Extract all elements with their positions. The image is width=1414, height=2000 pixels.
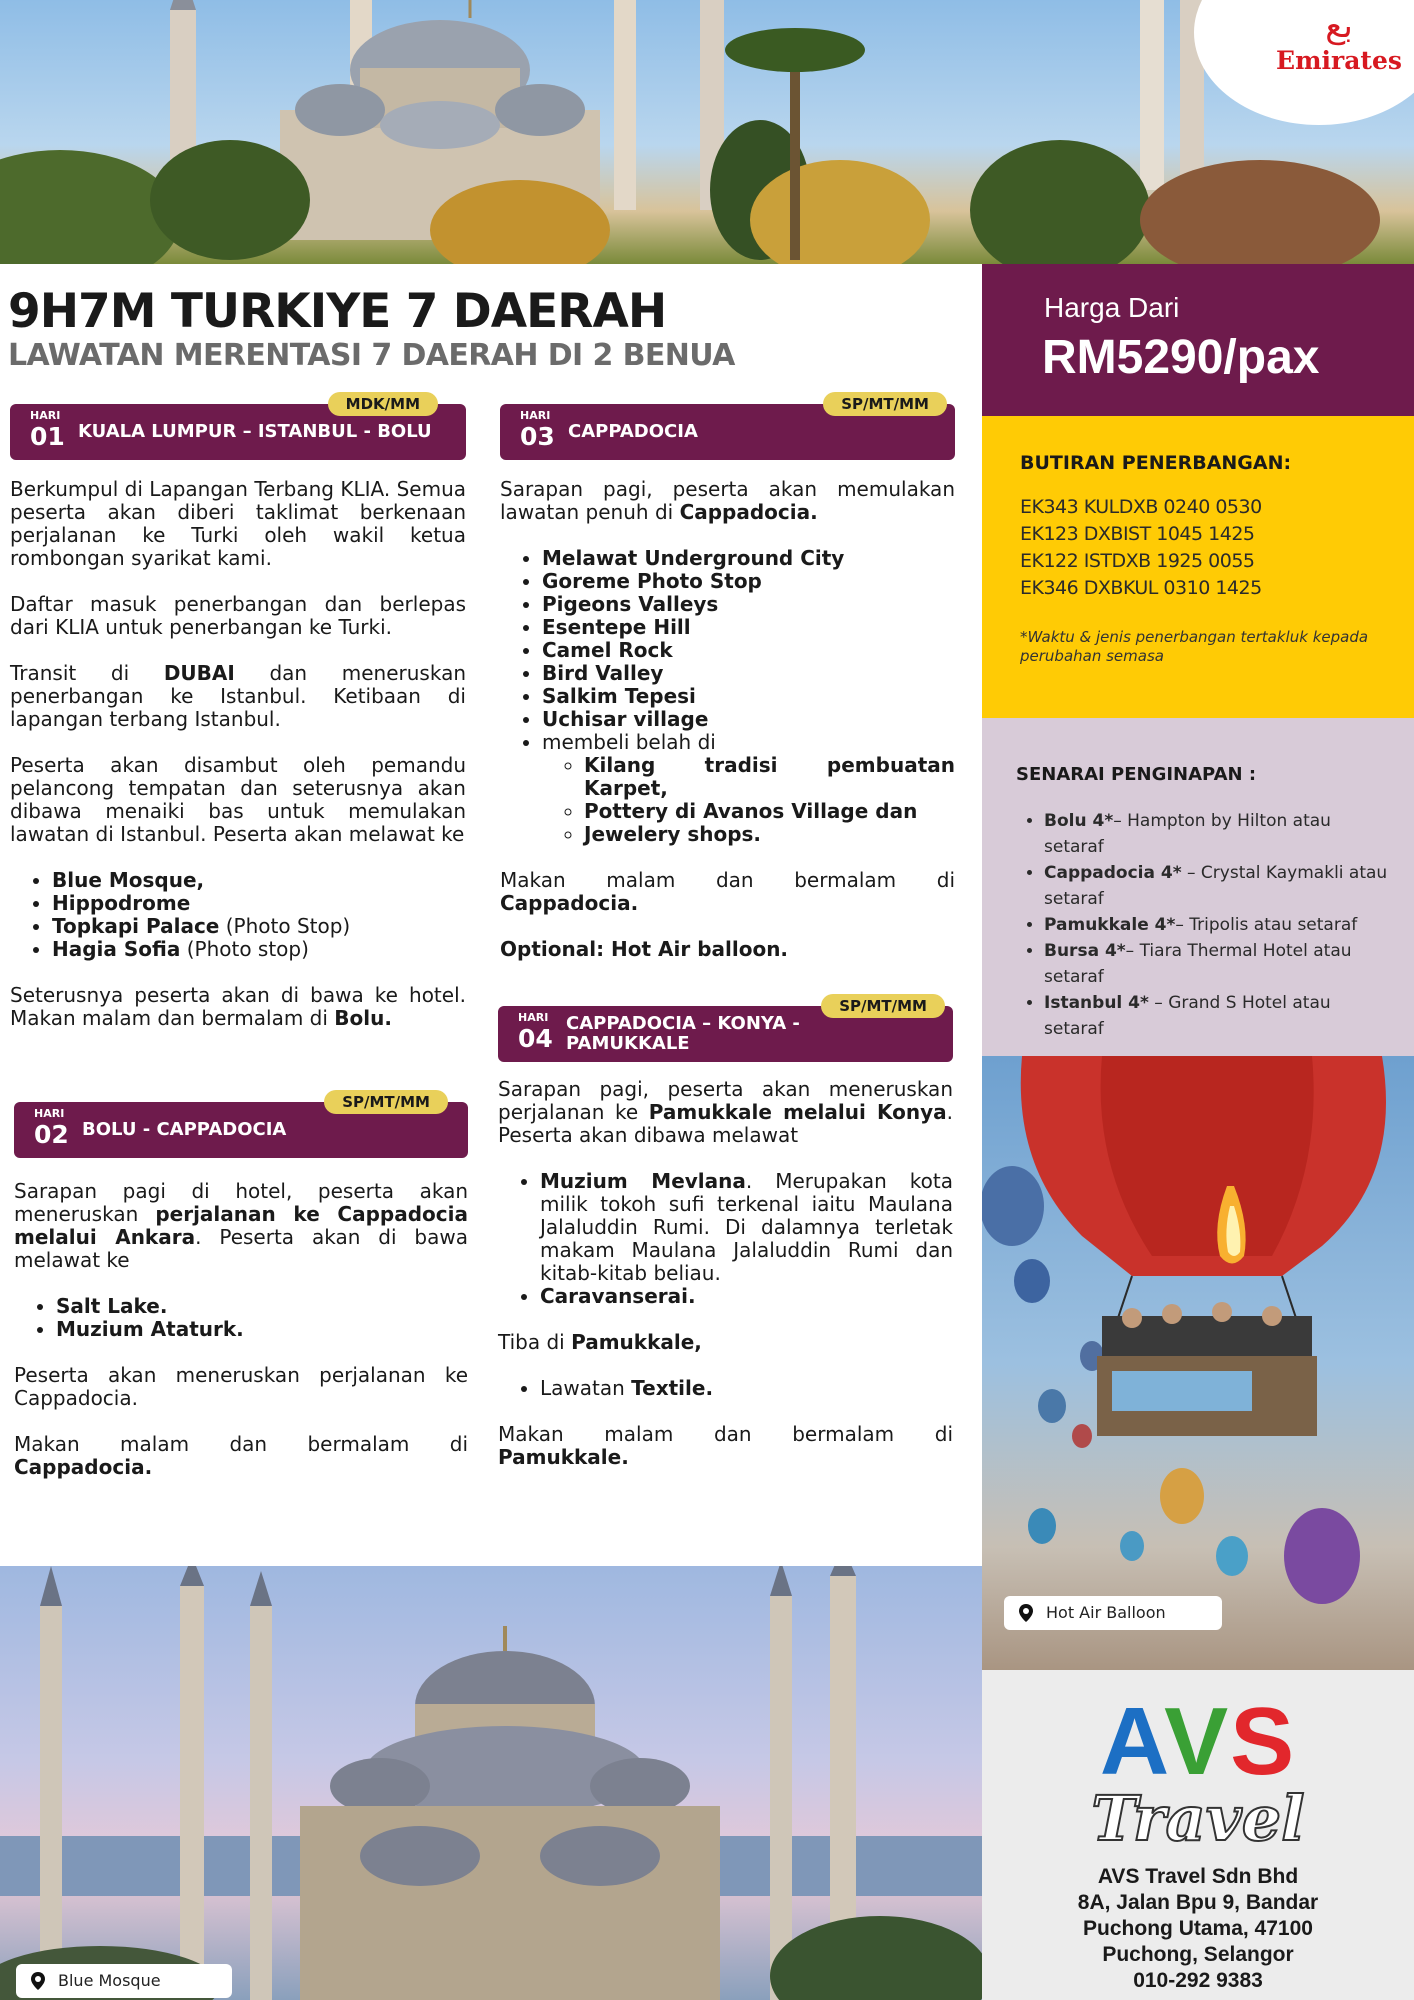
list-item: • Uchisar village xyxy=(542,708,955,731)
avs-logo-script: Travel xyxy=(1091,1782,1305,1855)
day-04-paragraph: Makan malam dan bermalam di Pamukkale. xyxy=(498,1422,953,1469)
list-item: • Goreme Photo Stop xyxy=(542,570,955,593)
day-01-paragraph: Seterusnya peserta akan di bawa ke hotel. Makan malam dan bermalam di Bolu. xyxy=(10,983,466,1030)
hotel-item: • Istanbul 4* – Grand S Hotel atau setaraf xyxy=(1044,990,1394,1042)
list-item: • Muzium Ataturk. xyxy=(56,1318,468,1341)
agency-panel xyxy=(982,1670,1414,2000)
day-03-paragraph: Sarapan pagi, peserta akan memulakan lawatan penuh di Cappadocia. xyxy=(500,477,955,524)
list-item: ◦ Jewelery shops. xyxy=(584,823,955,846)
list-item: • membeli belah di ◦ Kilang tradisi pembuatan Karpet, ◦ Pottery di Avanos Village dan ◦ Jewelery shops. xyxy=(542,731,955,846)
day-02-paragraph: Peserta akan meneruskan perjalanan ke Cappadocia. xyxy=(14,1363,468,1410)
hotel-item: • Pamukkale 4*– Tripolis atau setaraf xyxy=(1044,912,1394,938)
day-04-content xyxy=(498,1078,953,1492)
list-item: • Esentepe Hill xyxy=(542,616,955,639)
agency-address: AVS Travel Sdn Bhd 8A, Jalan Bpu 9, Bandar Puchong Utama, 47100 Puchong, Selangor 010-292 9383 xyxy=(1077,1865,1319,1992)
day-04-paragraph: Sarapan pagi, peserta akan meneruskan perjalanan ke Pamukkale melalui Konya. Peserta akan dibawa melawat xyxy=(498,1077,953,1147)
hotel-heading: SENARAI PENGINAPAN : xyxy=(1016,764,1257,785)
list-item: • Melawat Underground City xyxy=(542,547,955,570)
day-03-paragraph: Makan malam dan bermalam di Cappadocia. xyxy=(500,868,955,915)
header-photo-istanbul xyxy=(0,0,1414,264)
day-01-paragraph: Berkumpul di Lapangan Terbang KLIA. Semua peserta akan diberi taklimat berkenaan perjalanan ke Turki oleh wakil ketua rombongan syarikat kami. xyxy=(10,477,466,570)
location-pin-icon xyxy=(28,1971,48,1991)
day-title: CAPPADOCIA – KONYA - PAMUKKALE xyxy=(566,1013,800,1054)
hot-air-balloon-photo xyxy=(982,1056,1414,1670)
meal-badge: SP/MT/MM xyxy=(324,1090,448,1114)
day-number: 01 xyxy=(30,422,65,451)
hot-air-balloon-illustration xyxy=(982,1056,1414,1670)
list-item: • Salkim Tepesi xyxy=(542,685,955,708)
flight-note: *Waktu & jenis penerbangan tertakluk kepada perubahan semasa xyxy=(1020,628,1369,665)
list-item: • Lawatan Textile. xyxy=(540,1377,953,1400)
day-label: HARI xyxy=(34,1107,65,1120)
day-04-visit-list xyxy=(540,1377,953,1400)
shopping-list xyxy=(584,754,955,846)
list-item: • Blue Mosque, xyxy=(52,869,466,892)
day-02-paragraph: Makan malam dan bermalam di Cappadocia. xyxy=(14,1432,468,1479)
list-item: • Salt Lake. xyxy=(56,1295,468,1318)
flight-heading: BUTIRAN PENERBANGAN: xyxy=(1020,452,1292,474)
meal-badge: MDK/MM xyxy=(328,392,438,416)
list-item: • Camel Rock xyxy=(542,639,955,662)
day-03-content xyxy=(500,478,955,984)
page-subtitle: LAWATAN MERENTASI 7 DAERAH DI 2 BENUA xyxy=(8,338,735,373)
hotel-item: • Bursa 4*– Tiara Thermal Hotel atau setaraf xyxy=(1044,938,1394,990)
list-item: • Bird Valley xyxy=(542,662,955,685)
hotel-list-panel xyxy=(982,718,1414,1056)
mosque-caption: Blue Mosque xyxy=(16,1964,232,1998)
day-04-header xyxy=(498,997,953,1062)
emirates-logo xyxy=(1274,6,1404,75)
day-01-content xyxy=(10,478,466,1053)
balloon-caption: Hot Air Balloon xyxy=(1004,1596,1222,1630)
price-value: RM5290/pax xyxy=(1042,331,1320,384)
day-01-paragraph: Peserta akan disambut oleh pemandu pelancong tempatan dan seterusnya akan dibawa menaiki bas untuk memulakan lawatan di Istanbul. Peserta akan melawat ke xyxy=(10,753,466,846)
list-item: • Muzium Mevlana. Merupakan kota milik tokoh sufi terkenal iaitu Maulana Jalaluddin Rumi. Di dalamnya terletak makam Maulana Jalaluddin Rumi dan kitab-kitab beliau. xyxy=(540,1170,953,1285)
list-item: • Hagia Sofia (Photo stop) xyxy=(52,938,466,961)
hotel-item: • Bolu 4*– Hampton by Hilton atau setaraf xyxy=(1044,808,1394,860)
day-title: KUALA LUMPUR – ISTANBUL - BOLU xyxy=(78,421,432,442)
day-01-attraction-list xyxy=(52,869,466,961)
list-item: • Topkapi Palace (Photo Stop) xyxy=(52,915,466,938)
day-02-paragraph: Sarapan pagi di hotel, peserta akan meneruskan perjalanan ke Cappadocia melalui Ankara. Peserta akan di bawa melawat ke xyxy=(14,1179,468,1272)
list-item: • Hippodrome xyxy=(52,892,466,915)
list-item: • Pigeons Valleys xyxy=(542,593,955,616)
day-03-attraction-list xyxy=(542,547,955,846)
hotel-item: • Cappadocia 4* – Crystal Kaymakli atau setaraf xyxy=(1044,860,1394,912)
blue-mosque-illustration xyxy=(0,1566,982,2000)
day-number: 03 xyxy=(520,422,555,451)
location-pin-icon xyxy=(1016,1603,1036,1623)
day-title: CAPPADOCIA xyxy=(568,421,698,442)
day-01-paragraph: Transit di DUBAI dan meneruskan penerbangan ke Istanbul. Ketibaan di lapangan terbang Istanbul. xyxy=(10,661,467,731)
day-label: HARI xyxy=(30,409,61,422)
emirates-calligraphy-icon: بع xyxy=(1325,6,1353,46)
hotel-list xyxy=(1044,808,1394,1042)
list-item: ◦ Kilang tradisi pembuatan Karpet, xyxy=(584,754,955,800)
list-item: • Caravanserai. xyxy=(540,1285,953,1308)
flight-line: EK122 ISTDXB 1925 0055 xyxy=(1020,550,1255,572)
meal-badge: SP/MT/MM xyxy=(821,994,945,1018)
flight-details-panel xyxy=(982,416,1414,718)
day-04-paragraph: Tiba di Pamukkale, xyxy=(498,1330,702,1354)
day-02-attraction-list xyxy=(56,1295,468,1341)
list-item: ◦ Pottery di Avanos Village dan xyxy=(584,800,955,823)
blue-mosque-photo xyxy=(0,1566,982,2000)
day-number: 04 xyxy=(518,1024,553,1053)
day-number: 02 xyxy=(34,1120,69,1149)
day-title: BOLU - CAPPADOCIA xyxy=(82,1119,287,1140)
day-04-attraction-list xyxy=(540,1170,953,1308)
price-panel xyxy=(982,264,1414,416)
day-02-content xyxy=(14,1180,468,1502)
flight-line: EK343 KULDXB 0240 0530 xyxy=(1020,496,1262,518)
avs-logo: AVS xyxy=(1099,1688,1297,1795)
day-label: HARI xyxy=(520,409,551,422)
flight-line: EK123 DXBIST 1045 1425 xyxy=(1020,523,1255,545)
optional-activity: Optional: Hot Air balloon. xyxy=(500,937,789,961)
day-01-paragraph: Daftar masuk penerbangan dan berlepas dari KLIA untuk penerbangan ke Turki. xyxy=(10,592,466,639)
day-02-header xyxy=(14,1093,468,1158)
flight-line: EK346 DXBKUL 0310 1425 xyxy=(1020,577,1262,599)
meal-badge: SP/MT/MM xyxy=(823,392,947,416)
emirates-wordmark: Emirates xyxy=(1276,46,1402,75)
price-label: Harga Dari xyxy=(1044,292,1180,323)
page-title: 9H7M TURKIYE 7 DAERAH xyxy=(8,284,667,339)
day-01-header xyxy=(10,395,466,460)
day-03-header xyxy=(500,395,955,460)
day-label: HARI xyxy=(518,1011,549,1024)
